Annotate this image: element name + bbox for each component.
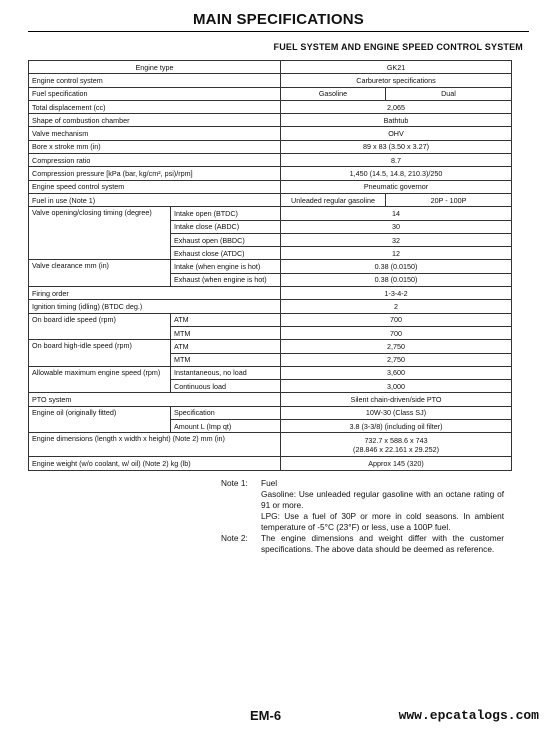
value-cell: 2,750	[281, 340, 512, 353]
value-cell: 2,065	[281, 100, 512, 113]
label-cell: Compression ratio	[29, 154, 281, 167]
note-label: Note 2:	[221, 533, 248, 543]
label-cell: Shape of combustion chamber	[29, 114, 281, 127]
sub-label-cell: Intake close (ABDC)	[171, 220, 281, 233]
value-cell: 3,600	[281, 366, 512, 379]
table-row	[29, 87, 512, 100]
table-row	[29, 180, 512, 193]
sub-label-cell: Instantaneous, no load	[171, 366, 281, 379]
table-row	[29, 193, 512, 206]
value-cell: Pneumatic governor	[281, 180, 512, 193]
label-cell: PTO system	[29, 393, 281, 406]
table-row	[29, 366, 512, 379]
value-cell: Gasoline	[281, 87, 386, 100]
spec-table	[28, 60, 512, 471]
value-cell: Silent chain-driven/side PTO	[281, 393, 512, 406]
table-row	[29, 406, 512, 419]
title-rule	[28, 31, 529, 32]
table-row	[29, 340, 512, 353]
value-cell: 1,450 (14.5, 14.8, 210.3)/250	[281, 167, 512, 180]
label-cell: Engine weight (w/o coolant, w/ oil) (Note 2) kg (lb)	[29, 457, 281, 470]
table-row	[29, 313, 512, 326]
value-cell: 10W-30 (Class SJ)	[281, 406, 512, 419]
sub-label-cell: ATM	[171, 313, 281, 326]
table-row	[29, 457, 512, 470]
table-row	[29, 100, 512, 113]
table-row	[29, 287, 512, 300]
site-watermark: www.epcatalogs.com	[398, 708, 539, 723]
value-cell: Approx 145 (320)	[281, 457, 512, 470]
value-cell: 1-3-4-2	[281, 287, 512, 300]
table-row	[29, 114, 512, 127]
value-cell: 700	[281, 326, 512, 339]
label-cell: Engine dimensions (length x width x height) (Note 2) mm (in)	[29, 433, 281, 457]
sub-label-cell: Amount L (Imp qt)	[171, 420, 281, 433]
table-row	[29, 207, 512, 220]
section-subtitle: FUEL SYSTEM AND ENGINE SPEED CONTROL SYSTEM	[273, 42, 523, 52]
note-text: LPG: Use a fuel of 30P or more in cold seasons. In ambient temperature of -5°C (23°F) or less, use a 100P fuel.	[261, 511, 504, 532]
value-cell: 89 x 83 (3.50 x 3.27)	[281, 140, 512, 153]
label-cell: Firing order	[29, 287, 281, 300]
sub-label-cell: MTM	[171, 326, 281, 339]
sub-label-cell: Specification	[171, 406, 281, 419]
value-cell: 20P - 100P	[386, 193, 512, 206]
table-row	[29, 167, 512, 180]
sub-label-cell: ATM	[171, 340, 281, 353]
value-cell: 700	[281, 313, 512, 326]
note-text: Gasoline: Use unleaded regular gasoline with an octane rating of 91 or more.	[261, 489, 504, 510]
note-1	[221, 478, 504, 533]
sub-label-cell: Intake open (BTDC)	[171, 207, 281, 220]
table-row	[29, 393, 512, 406]
value-cell: Dual	[386, 87, 512, 100]
label-cell: Allowable maximum engine speed (rpm)	[29, 366, 171, 393]
label-cell: Engine type	[29, 61, 281, 74]
value-cell: 2	[281, 300, 512, 313]
value-cell: Bathtub	[281, 114, 512, 127]
table-row	[29, 74, 512, 87]
value-cell: Unleaded regular gasoline	[281, 193, 386, 206]
table-row	[29, 260, 512, 273]
notes-section	[221, 478, 504, 555]
label-cell: Total displacement (cc)	[29, 100, 281, 113]
table-row	[29, 433, 512, 457]
table-row	[29, 154, 512, 167]
label-cell: Valve opening/closing timing (degree)	[29, 207, 171, 260]
value-cell	[281, 433, 512, 457]
value-cell: 12	[281, 247, 512, 260]
sub-label-cell: MTM	[171, 353, 281, 366]
label-cell: Fuel specification	[29, 87, 281, 100]
label-cell: Compression pressure [kPa (bar, kg/cm², psi)/rpm]	[29, 167, 281, 180]
value-cell: 3,000	[281, 380, 512, 393]
table-row	[29, 127, 512, 140]
value-cell: Carburetor specifications	[281, 74, 512, 87]
dimensions-line-2: (28.846 x 22.161 x 29.252)	[353, 444, 439, 454]
label-cell: Bore x stroke mm (in)	[29, 140, 281, 153]
note-title: Fuel	[261, 478, 278, 488]
table-row	[29, 61, 512, 74]
page-number: EM-6	[250, 708, 282, 723]
value-cell: 0.38 (0.0150)	[281, 273, 512, 286]
sub-label-cell: Continuous load	[171, 380, 281, 393]
label-cell: Engine speed control system	[29, 180, 281, 193]
note-text: The engine dimensions and weight differ with the customer specifications. The above data should be deemed as reference.	[261, 533, 504, 554]
value-cell: 14	[281, 207, 512, 220]
value-cell: OHV	[281, 127, 512, 140]
value-cell: 30	[281, 220, 512, 233]
sub-label-cell: Exhaust close (ATDC)	[171, 247, 281, 260]
sub-label-cell: Intake (when engine is hot)	[171, 260, 281, 273]
note-2	[221, 533, 504, 555]
label-cell: Engine control system	[29, 74, 281, 87]
value-cell: 3.8 (3-3/8) (including oil filter)	[281, 420, 512, 433]
label-cell: On board high-idle speed (rpm)	[29, 340, 171, 367]
table-row	[29, 300, 512, 313]
page-title: MAIN SPECIFICATIONS	[192, 11, 365, 28]
label-cell: Valve clearance mm (in)	[29, 260, 171, 287]
value-cell: 8.7	[281, 154, 512, 167]
sub-label-cell: Exhaust (when engine is hot)	[171, 273, 281, 286]
value-cell: 2,750	[281, 353, 512, 366]
label-cell: On board idle speed (rpm)	[29, 313, 171, 340]
label-cell: Fuel in use (Note 1)	[29, 193, 281, 206]
label-cell: Valve mechanism	[29, 127, 281, 140]
sub-label-cell: Exhaust open (BBDC)	[171, 233, 281, 246]
value-cell: 0.38 (0.0150)	[281, 260, 512, 273]
value-cell: 32	[281, 233, 512, 246]
note-label: Note 1:	[221, 478, 248, 488]
table-row	[29, 140, 512, 153]
dimensions-line-1: 732.7 x 588.6 x 743	[364, 435, 428, 445]
label-cell: Ignition timing (idling) (BTDC deg.)	[29, 300, 281, 313]
value-cell: GK21	[281, 61, 512, 74]
label-cell: Engine oil (originally fitted)	[29, 406, 171, 433]
